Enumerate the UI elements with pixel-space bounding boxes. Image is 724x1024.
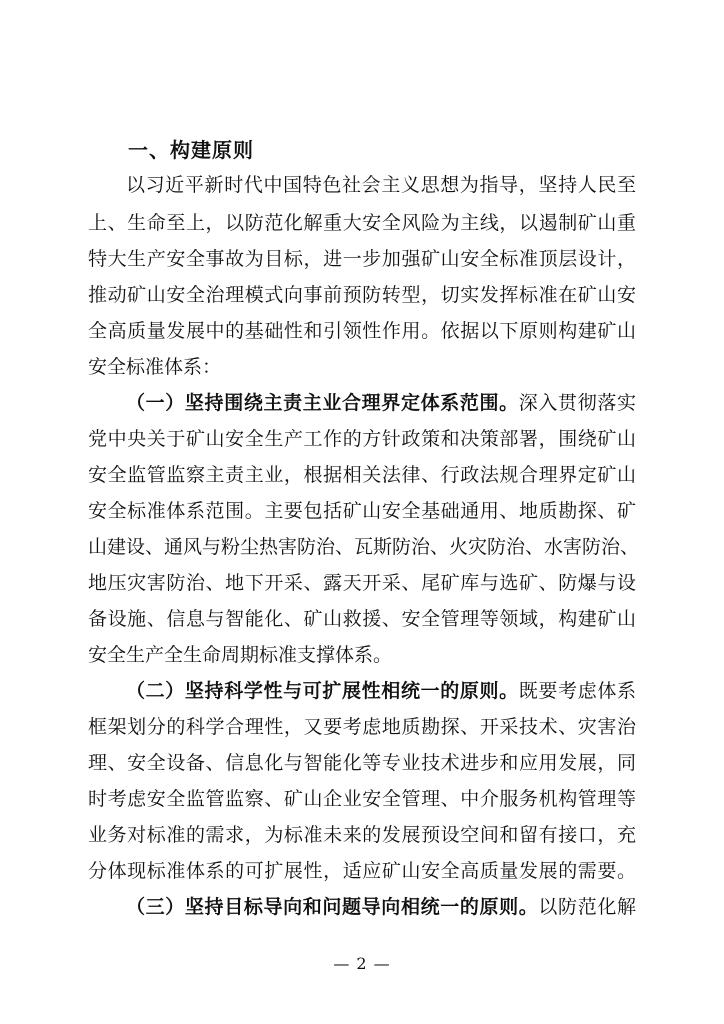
paragraph-line: 山建设、通风与粉尘热害防治、瓦斯防治、火灾防治、水害防治、 (88, 536, 640, 558)
paragraph-line: 上、生命至上，以防范化解重大安全风险为主线，以遏制矿山重 (88, 212, 636, 234)
paragraph-subheading: （一）坚持围绕主责主业合理界定体系范围。 (126, 392, 519, 414)
paragraph-line: 框架划分的科学合理性，又要考虑地质勘探、开采技术、灾害治 (88, 716, 636, 738)
paragraph-line: 党中央关于矿山安全生产工作的方针政策和决策部署，围绕矿山 (88, 428, 636, 450)
paragraph-line: 安全监管监察主责主业，根据相关法律、行政法规合理界定矿山 (88, 464, 636, 486)
paragraph-line: 地压灾害防治、地下开采、露天开采、尾矿库与选矿、防爆与设 (88, 572, 636, 594)
paragraph-text: 以防范化解 (538, 896, 636, 918)
section-heading: 一、构建原则 (128, 138, 254, 162)
paragraph-line: 备设施、信息与智能化、矿山救援、安全管理等领域，构建矿山 (88, 608, 636, 630)
paragraph-line: 业务对标准的需求，为标准未来的发展预设空间和留有接口，充 (88, 824, 636, 846)
paragraph-first-line (126, 388, 636, 418)
paragraph-text: 深入贯彻落实 (518, 392, 636, 414)
paragraph-first-line (126, 676, 636, 706)
paragraph-subheading: （三）坚持目标导向和问题导向相统一的原则。 (126, 896, 539, 918)
page-number: — 2 — (333, 954, 391, 973)
paragraph-line: 全高质量发展中的基础性和引领性作用。依据以下原则构建矿山 (88, 320, 636, 342)
paragraph-line: 安全标准体系范围。主要包括矿山安全基础通用、地质勘探、矿 (88, 500, 636, 522)
paragraph-line: 理、安全设备、信息化与智能化等专业技术进步和应用发展，同 (88, 752, 636, 774)
paragraph-line: 分体现标准体系的可扩展性，适应矿山安全高质量发展的需要。 (88, 860, 636, 882)
paragraph-subheading: （二）坚持科学性与可扩展性相统一的原则。 (126, 680, 519, 702)
paragraph-line: 以习近平新时代中国特色社会主义思想为指导，坚持人民至 (126, 174, 636, 196)
paragraph-line: 推动矿山安全治理模式向事前预防转型，切实发挥标准在矿山安 (88, 284, 636, 306)
paragraph-line: 时考虑安全监管监察、矿山企业安全管理、中介服务机构管理等 (88, 788, 636, 810)
paragraph-text: 既要考虑体系 (518, 680, 636, 702)
paragraph-line: 特大生产安全事故为目标，进一步加强矿山安全标准顶层设计， (88, 248, 636, 270)
paragraph-line: 安全标准体系： (88, 356, 222, 378)
paragraph-line: 安全生产全生命周期标准支撑体系。 (88, 644, 393, 666)
paragraph-first-line (126, 892, 636, 922)
